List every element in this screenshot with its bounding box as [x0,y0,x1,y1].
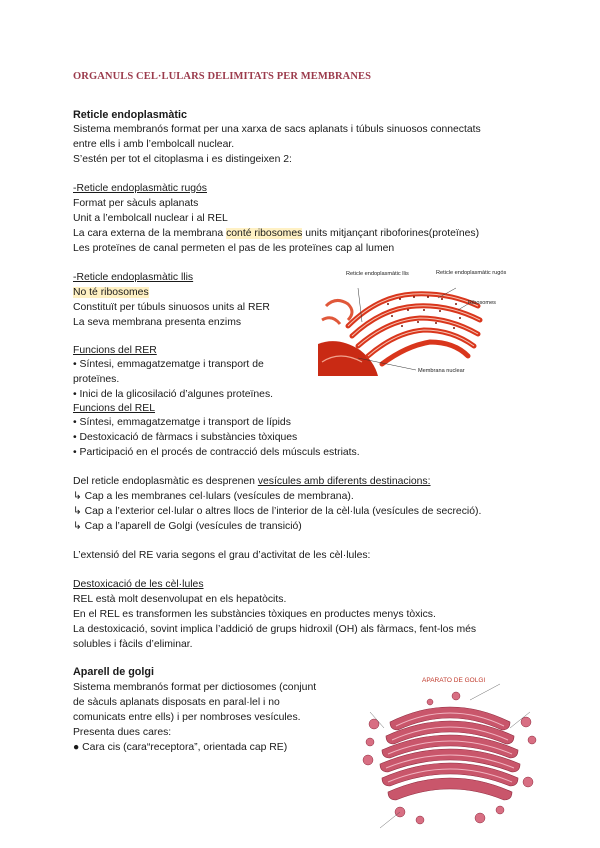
vesicles-item-2: ↳ Cap a l’exterior cel·lular o altres llocs de l’interior de la cèl·lula (vesícules de secreció). [73,506,482,517]
rer-line-3 [73,226,479,241]
golgi-line-5: ● Cara cis (cara“receptora”, orientada cap RE) [73,742,288,753]
golgi-line-2: de sàculs aplanats disposats en paral·lel i no [73,697,280,708]
re-intro-line-2: entre ells i amb l’embolcall nuclear. [73,139,235,150]
extension-line: L’extensió del RE varia segons el grau d’activitat de les cèl·lules: [73,550,371,561]
re-fig-label-rel: Reticle endoplasmàtic llis [346,271,409,277]
functions-rel-item-1: • Síntesi, emmagatzematge i transport de lípids [73,417,291,428]
re-fig-label-ribosomes: Ribosomes [468,300,496,306]
vesicles-item-3: ↳ Cap a l’aparell de Golgi (vesícules de transició) [73,521,302,532]
golgi-heading: Aparell de golgi [73,666,154,678]
rel-heading: -Reticle endoplasmàtic llis [73,272,194,283]
detox-line-2: En el REL es transformen les substàncies tòxiques en productes menys tòxics. [73,609,436,620]
re-fig-label-rer: Reticle endoplasmàtic rugós [436,270,507,276]
rer-line-1: Format per sàculs aplanats [73,198,199,209]
golgi-line-1: Sistema membranós format per dictiosomes (conjunt [73,682,317,693]
endoplasmic-reticulum-illustration [318,266,507,376]
golgi-apparatus-illustration [360,672,540,836]
functions-rer-item-1: • Síntesi, emmagatzematge i transport de [73,359,264,370]
golgi-line-3: comunicats entre ells) i per nombroses vesícules. [73,712,301,723]
rel-line-2: Constituït per túbuls sinuosos units al RER [73,302,270,313]
vesicles-intro-underlined: vesícules amb diferents destinacions: [257,476,431,487]
re-intro-line-1: Sistema membranós format per una xarxa de sacs aplanats i túbuls sinuosos connectats [73,124,481,135]
vesicles-intro [73,474,431,489]
re-fig-label-nucleus: Membrana nuclear [418,368,465,374]
rel-no-ribosomes [73,285,149,300]
functions-rel-item-2: • Destoxicació de fàrmacs i substàncies tòxiques [73,432,298,443]
functions-rel-item-3: • Participació en el procés de contracció dels músculs estriats. [73,447,360,458]
re-intro-line-3: S’estén per tot el citoplasma i es distingeixen 2: [73,154,292,165]
detox-line-3: La destoxicació, sovint implica l’addició de grups hidroxil (OH) als fàrmacs, fent-los més [73,624,477,635]
vesicles-intro-pre: Del reticle endoplasmàtic es desprenen [73,476,258,487]
functions-rer-item-3: • Inici de la glicosilació d’algunes proteïnes. [73,389,274,400]
functions-rel-heading: Funcions del REL [73,403,156,414]
rer-line-3-pre: La cara externa de la membrana [73,228,227,239]
page-title: ORGANULS CEL·LULARS DELIMITATS PER MEMBRANES [73,71,372,82]
golgi-line-4: Presenta dues cares: [73,727,172,738]
re-heading: Reticle endoplasmàtic [73,109,188,121]
functions-rer-item-2: proteïnes. [73,374,120,385]
detox-line-4: solubles i fàcils d’eliminar. [73,639,193,650]
rer-line-3-post: units mitjançant riboforines(proteïnes) [302,228,480,239]
golgi-figure-title: APARATO DE GOLGI [422,677,486,684]
detox-line-1: REL està molt desenvolupat en els hepatòcits. [73,594,287,605]
rer-line-2: Unit a l’embolcall nuclear i al REL [73,213,228,224]
functions-rer-heading: Funcions del RER [73,345,157,356]
no-ribosomes-highlight: No té ribosomes [73,287,149,298]
rer-heading: -Reticle endoplasmàtic rugós [73,183,207,194]
detox-heading: Destoxicació de les cèl·lules [73,579,204,590]
vesicles-item-1: ↳ Cap a les membranes cel·lulars (vesícules de membrana). [73,491,354,502]
rer-line-4: Les proteïnes de canal permeten el pas de les proteïnes cap al lumen [73,243,395,254]
ribosomes-highlight: conté ribosomes [226,228,303,239]
rel-line-3: La seva membrana presenta enzims [73,317,242,328]
